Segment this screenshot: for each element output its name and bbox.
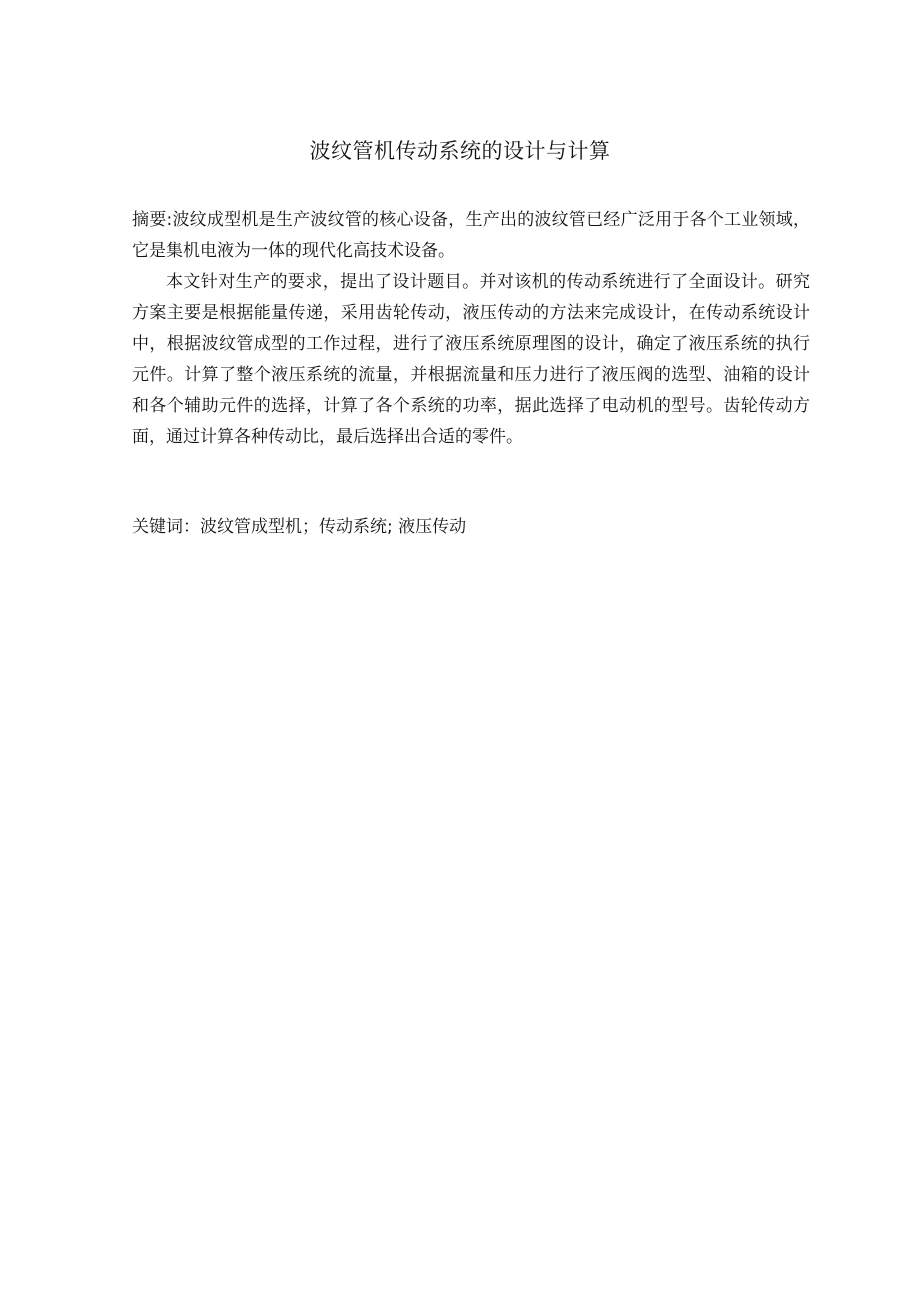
- abstract-paragraph-1: [132, 205, 810, 267]
- abstract-section: [132, 205, 810, 453]
- document-title: 波纹管机传动系统的设计与计算: [309, 139, 611, 163]
- abstract-label: 摘要:: [132, 210, 173, 230]
- abstract-paragraph-2: 本文针对生产的要求，提出了设计题目。并对该机的传动系统进行了全面设计。研究方案主要是根据能量传递，采用齿轮传动，液压传动的方法来完成设计，在传动系统设计中，根据波纹管成型的工作过程，进行了液压系统原理图的设计，确定了液压系统的执行元件。计算了整个液压系统的流量，并根据流量和压力进行了液压阀的选型、油箱的设计和各个辅助元件的选择，计算了各个系统的功率，据此选择了电动机的型号。齿轮传动方面，通过计算各种传动比，最后选择出合适的零件。: [132, 272, 810, 447]
- keywords-line: 关键词：波纹管成型机；传动系统; 液压传动: [132, 517, 467, 537]
- abstract-paragraph-1-text: 波纹成型机是生产波纹管的核心设备，生产出的波纹管已经广泛用于各个工业领域，它是集机电液为一体的现代化高技术设备。: [132, 210, 810, 261]
